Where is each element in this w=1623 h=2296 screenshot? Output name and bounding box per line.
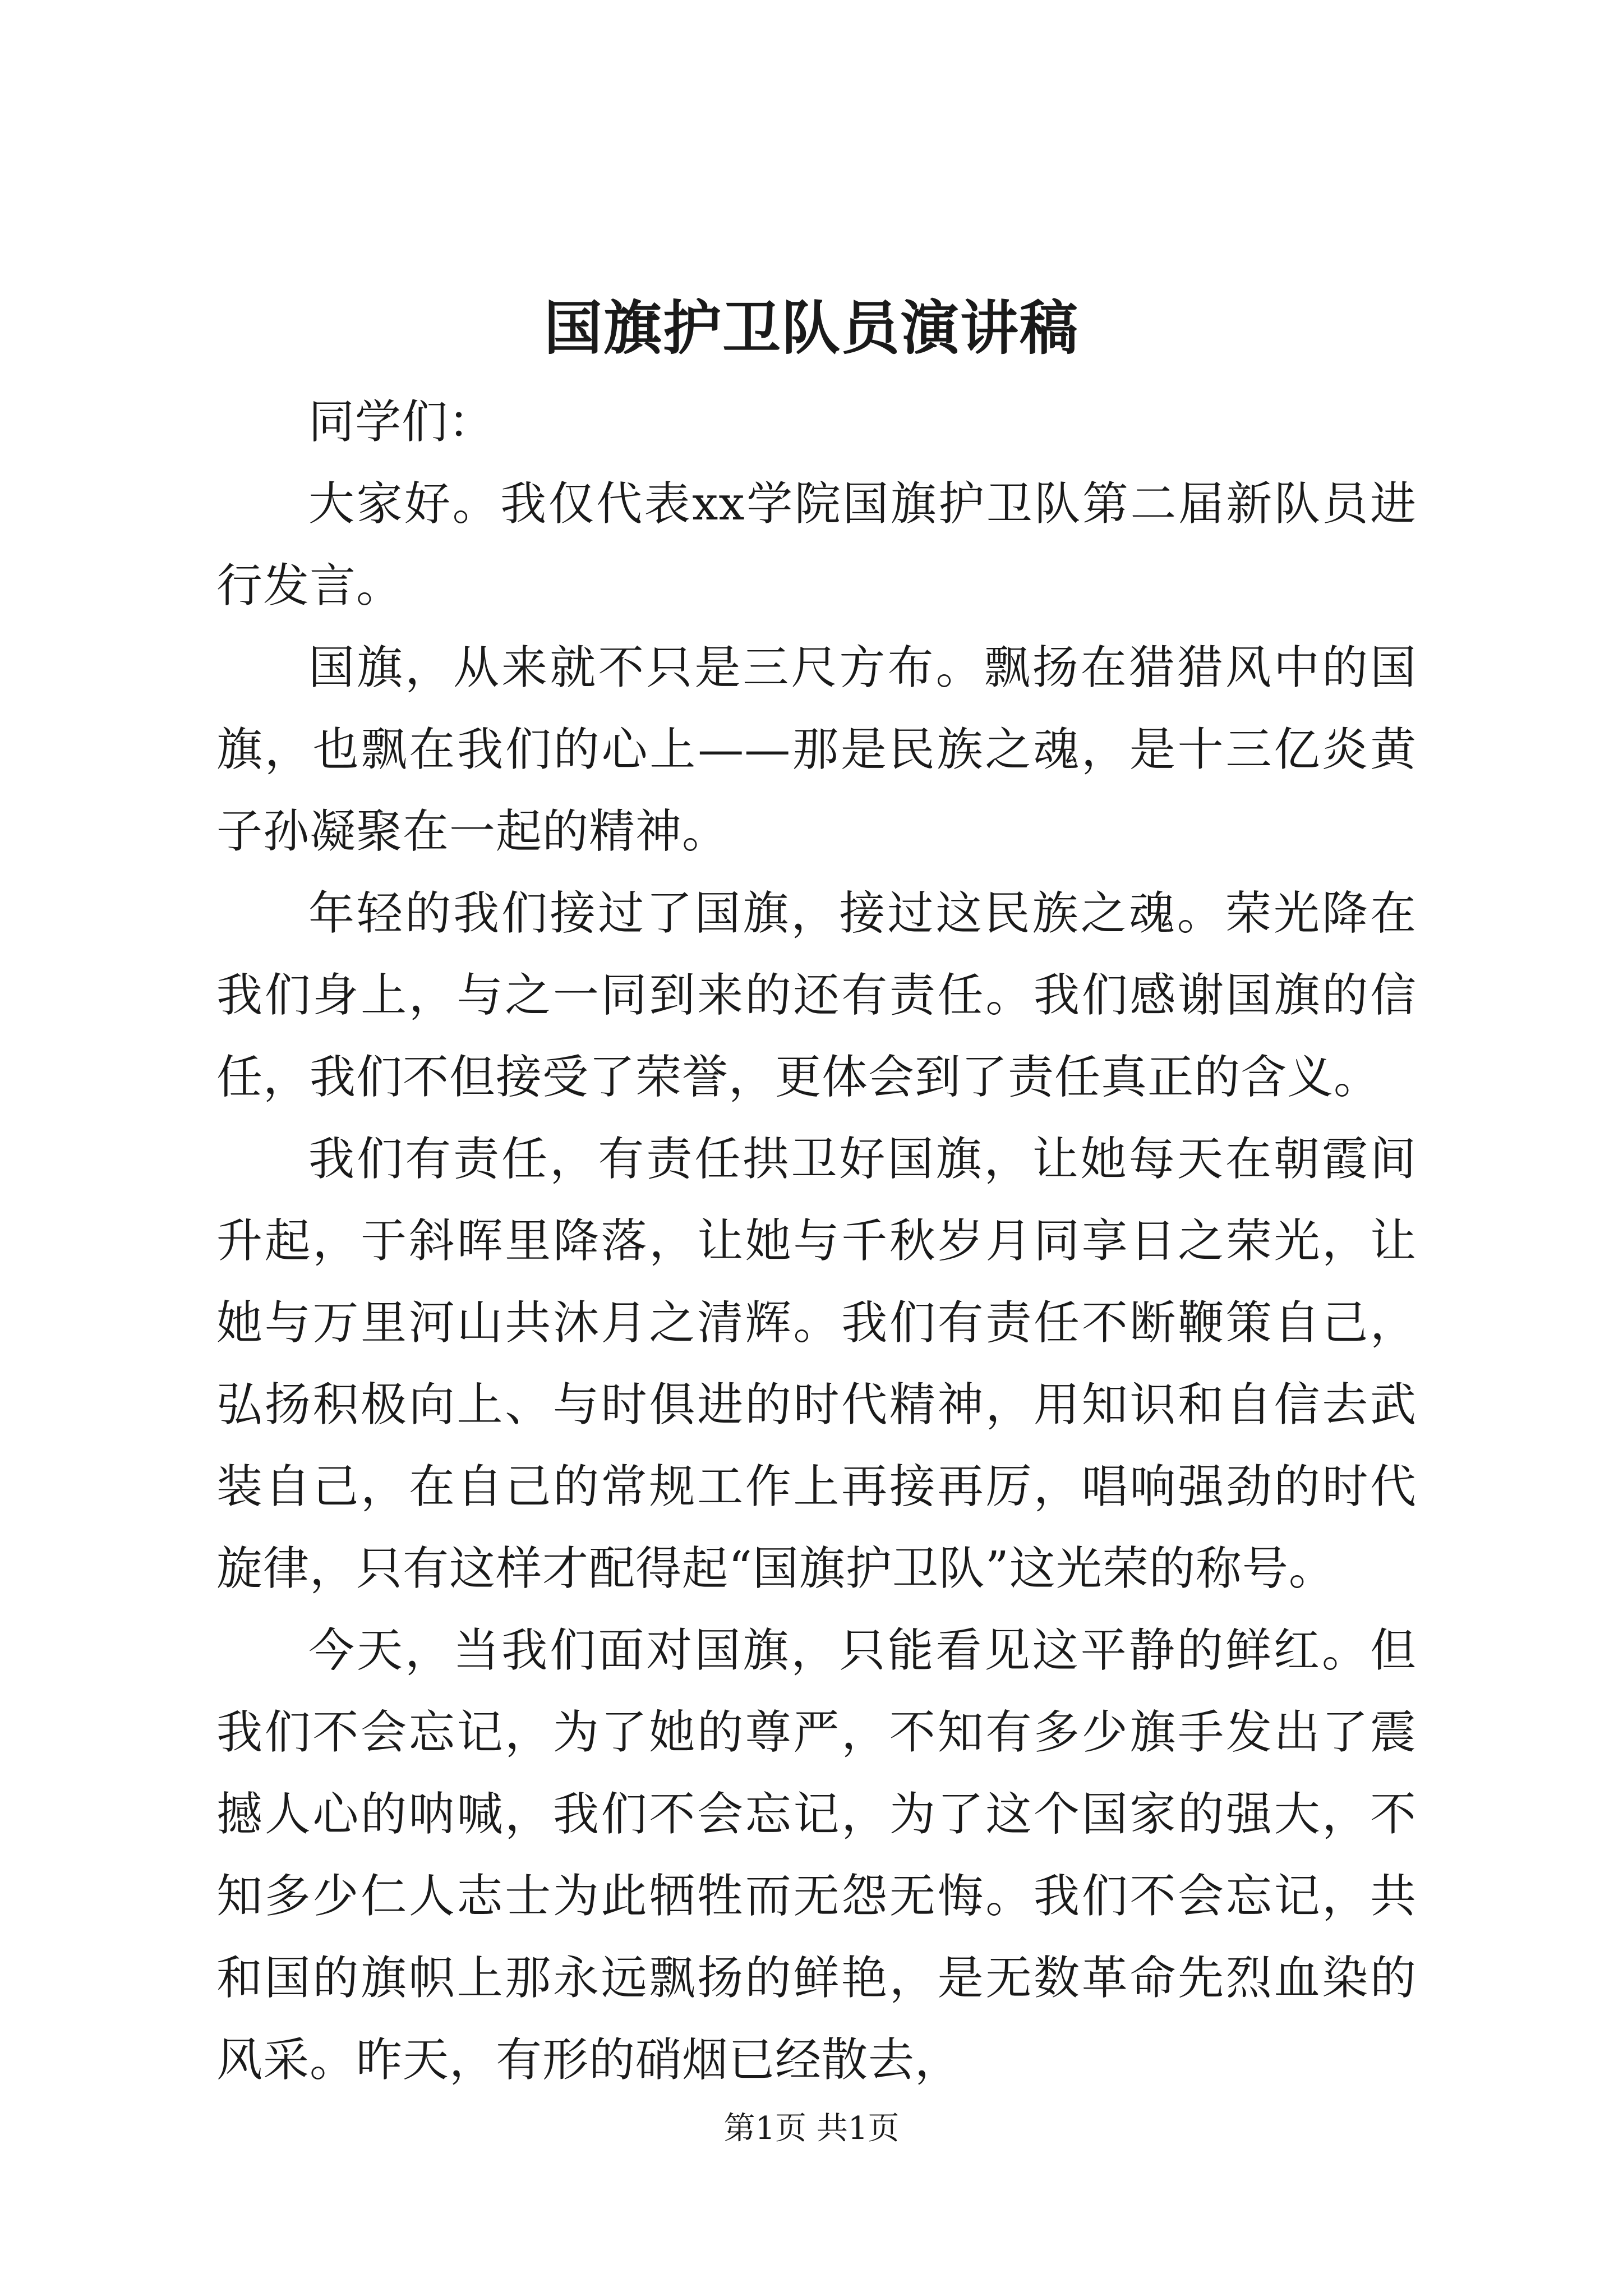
document-title: 国旗护卫队员演讲稿 [543,293,1079,362]
paragraph-intro: 大家好。我仅代表xx学院国旗护卫队第二届新队员进行发言。 [216,477,1417,613]
paragraph-greeting: 同学们： [308,395,495,449]
document-body [216,381,1417,2101]
paragraph-remember: 今天，当我们面对国旗，只能看见这平静的鲜红。但我们不会忘记，为了她的尊严，不知有多少旗手发出了震撼人心的呐喊，我们不会忘记，为了这个国家的强大，不知多少仁人志士为此牺牲而无怨无悔。我们不会忘记，共和国的旗帜上那永远飘扬的鲜艳，是无数革命先烈血染的风采。昨天，有形的硝烟已经散去， [216,1624,1417,2087]
page-footer: 第1页 共1页 [723,2110,900,2147]
paragraph-responsibility: 年轻的我们接过了国旗，接过这民族之魂。荣光降在我们身上，与之一同到来的还有责任。我们感谢国旗的信任，我们不但接受了荣誉，更体会到了责任真正的含义。 [216,887,1417,1104]
paragraph-flag-spirit: 国旗，从来就不只是三尺方布。飘扬在猎猎风中的国旗，也飘在我们的心上——那是民族之魂，是十三亿炎黄子孙凝聚在一起的精神。 [216,641,1417,858]
paragraph-duty: 我们有责任，有责任拱卫好国旗，让她每天在朝霞间升起，于斜晖里降落，让她与千秋岁月同享日之荣光，让她与万里河山共沐月之清辉。我们有责任不断鞭策自己，弘扬积极向上、与时俱进的时代精神，用知识和自信去武装自己，在自己的常规工作上再接再厉，唱响强劲的时代旋律，只有这样才配得起“国旗护卫队”这光荣的称号。 [216,1133,1417,1595]
